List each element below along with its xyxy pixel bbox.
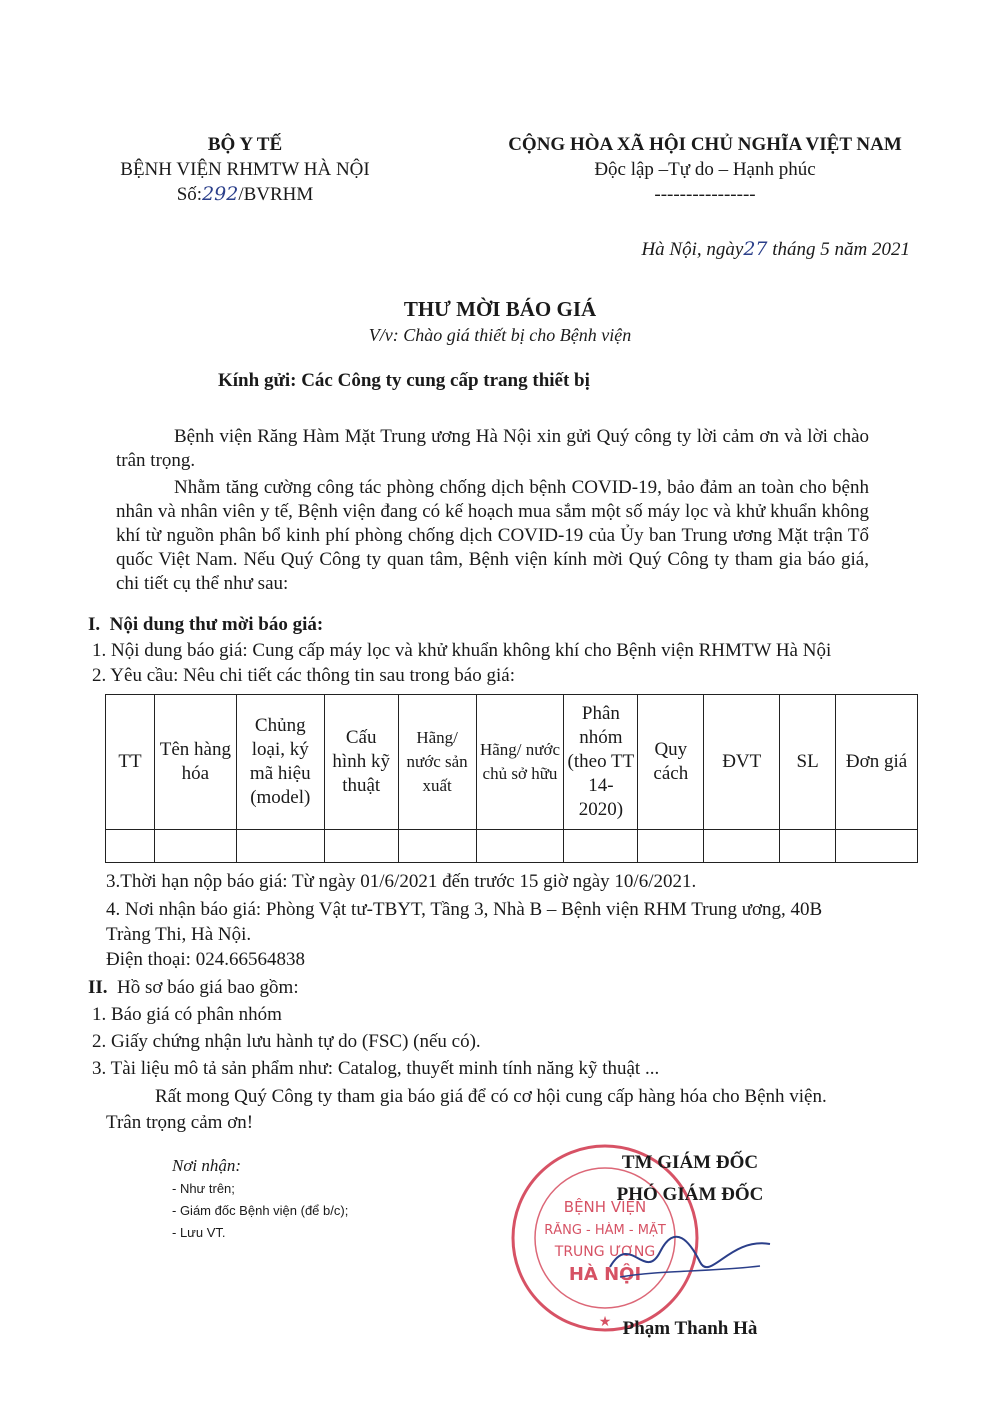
number-prefix: Số: bbox=[176, 184, 203, 205]
section-1-item-4-line-1: 4. Nơi nhận báo giá: Phòng Vật tư-TBYT, Tầng 3, Nhà B – Bệnh viện RHM Trung ương, 40B bbox=[106, 899, 823, 920]
table-row bbox=[106, 830, 918, 863]
column-header: Hãng/ nước chủ sở hữu bbox=[476, 695, 564, 830]
recipient-item: - Lưu VT. bbox=[172, 1225, 226, 1240]
section-1-item-1: 1. Nội dung báo giá: Cung cấp máy lọc và khử khuẩn không khí cho Bệnh viện RHMTW Hà Nội bbox=[92, 640, 832, 661]
table-cell bbox=[398, 830, 476, 863]
column-header: Quy cách bbox=[638, 695, 704, 830]
signatory-name: Phạm Thanh Hà bbox=[622, 1318, 758, 1339]
motto-rule: ---------------- bbox=[654, 184, 756, 205]
section-1-item-4-line-2: Tràng Thi, Hà Nội. bbox=[106, 924, 252, 945]
recipients-list bbox=[172, 1178, 348, 1244]
recipient-item: - Như trên; bbox=[172, 1181, 235, 1196]
hospital-name: BỆNH VIỆN RHMTW HÀ NỘI bbox=[120, 159, 370, 180]
date-suffix: tháng 5 năm 2021 bbox=[772, 239, 910, 260]
column-header: Hãng/ nước sản xuất bbox=[398, 695, 476, 830]
section-2-item-1: 1. Báo giá có phân nhóm bbox=[92, 1004, 282, 1025]
section-1-numeral: I. bbox=[88, 614, 101, 635]
section-1-heading bbox=[88, 613, 323, 637]
section-1-item-3: 3.Thời hạn nộp báo giá: Từ ngày 01/6/2021 đến trước 15 giờ ngày 10/6/2021. bbox=[106, 871, 697, 892]
section-2-item-2: 2. Giấy chứng nhận lưu hành tự do (FSC) (nếu có). bbox=[92, 1031, 481, 1052]
recipients-label: Nơi nhận: bbox=[172, 1156, 242, 1175]
signature-title-2: PHÓ GIÁM ĐỐC bbox=[616, 1184, 764, 1205]
section-2-title: Hồ sơ báo giá bao gồm: bbox=[117, 977, 299, 998]
table-cell bbox=[236, 830, 324, 863]
table-cell bbox=[154, 830, 236, 863]
table-cell bbox=[324, 830, 398, 863]
table-cell bbox=[638, 830, 704, 863]
salutation: Kính gửi: Các Công ty cung cấp trang thiết bị bbox=[218, 370, 590, 391]
issue-date bbox=[560, 238, 910, 261]
ministry-name: BỘ Y TẾ bbox=[207, 134, 283, 155]
table-cell bbox=[704, 830, 780, 863]
closing-line-1: Rất mong Quý Công ty tham gia báo giá để có cơ hội cung cấp hàng hóa cho Bệnh viện. bbox=[155, 1086, 827, 1107]
number-suffix: /BVRHM bbox=[238, 184, 314, 205]
table-cell bbox=[836, 830, 918, 863]
table-cell bbox=[476, 830, 564, 863]
date-day: 27 bbox=[743, 238, 768, 260]
table-cell bbox=[564, 830, 638, 863]
column-header: TT bbox=[106, 695, 155, 830]
number-handwritten: 292 bbox=[202, 183, 239, 205]
paragraph-purpose: Nhằm tăng cường công tác phòng chống dịch bệnh COVID-19, bảo đảm an toàn cho bệnh nhân và nhân viên y tế, Bệnh viện đang có kế hoạch mua sắm một số máy lọc và khử khuẩn không khí từ nguồn phân bổ kinh phí phòng chống dịch COVID-19 của Ủy ban Trung ương Mặt trận Tổ quốc Việt Nam. Nếu Quý Công ty quan tâm, Bệnh viện kính mời Quý Công ty tham gia báo giá, chi tiết cụ thể như sau: bbox=[116, 477, 869, 594]
section-2-numeral: II. bbox=[88, 977, 108, 998]
seal-text-line-4: HÀ NỘI bbox=[568, 1264, 642, 1285]
signature-title-1: TM GIÁM ĐỐC bbox=[621, 1152, 759, 1173]
seal-text-line-2: RĂNG - HÀM - MẶT bbox=[544, 1223, 666, 1238]
document-title: THƯ MỜI BÁO GIÁ bbox=[403, 297, 597, 321]
issuer-block bbox=[95, 132, 395, 207]
column-header: Cấu hình kỹ thuật bbox=[324, 695, 398, 830]
republic-name: CỘNG HÒA XÃ HỘI CHỦ NGHĨA VIỆT NAM bbox=[508, 134, 902, 155]
handwritten-signature bbox=[600, 1222, 780, 1292]
table-cell bbox=[780, 830, 836, 863]
section-1-title: Nội dung thư mời báo giá: bbox=[109, 614, 324, 635]
quotation-table bbox=[105, 694, 918, 863]
recipients-block bbox=[172, 1156, 241, 1176]
seal-text-line-1: BỆNH VIỆN bbox=[563, 1198, 647, 1216]
section-2-heading bbox=[88, 976, 299, 1000]
column-header: Đơn giá bbox=[836, 695, 918, 830]
section-1-item-2: 2. Yêu cầu: Nêu chi tiết các thông tin sau trong báo giá: bbox=[92, 665, 515, 686]
date-prefix: Hà Nội, ngày bbox=[641, 239, 744, 260]
column-header: Chủng loại, ký mã hiệu (model) bbox=[236, 695, 324, 830]
column-header: SL bbox=[780, 695, 836, 830]
national-header bbox=[480, 132, 930, 207]
closing-line-2: Trân trọng cảm ơn! bbox=[106, 1112, 254, 1133]
national-motto: Độc lập –Tự do – Hạnh phúc bbox=[594, 159, 816, 180]
table-header-row bbox=[106, 695, 918, 830]
table-cell bbox=[106, 830, 155, 863]
paragraph-intro: Bệnh viện Răng Hàm Mặt Trung ương Hà Nội xin gửi Quý công ty lời cảm ơn và lời chào trân trọng. bbox=[116, 426, 869, 471]
document-subject: V/v: Chào giá thiết bị cho Bệnh viện bbox=[368, 325, 632, 345]
column-header: Tên hàng hóa bbox=[154, 695, 236, 830]
recipient-item: - Giám đốc Bệnh viện (để b/c); bbox=[172, 1203, 349, 1218]
seal-star-icon: ★ bbox=[598, 1315, 612, 1330]
seal-text-line-3: TRUNG ƯƠNG bbox=[554, 1244, 656, 1260]
column-header: Phân nhóm (theo TT 14-2020) bbox=[564, 695, 638, 830]
column-header: ĐVT bbox=[704, 695, 780, 830]
phone-number: Điện thoại: 024.66564838 bbox=[106, 949, 305, 970]
section-2-item-3: 3. Tài liệu mô tả sản phẩm như: Catalog, thuyết minh tính năng kỹ thuật ... bbox=[92, 1058, 660, 1079]
document-number bbox=[95, 182, 395, 207]
